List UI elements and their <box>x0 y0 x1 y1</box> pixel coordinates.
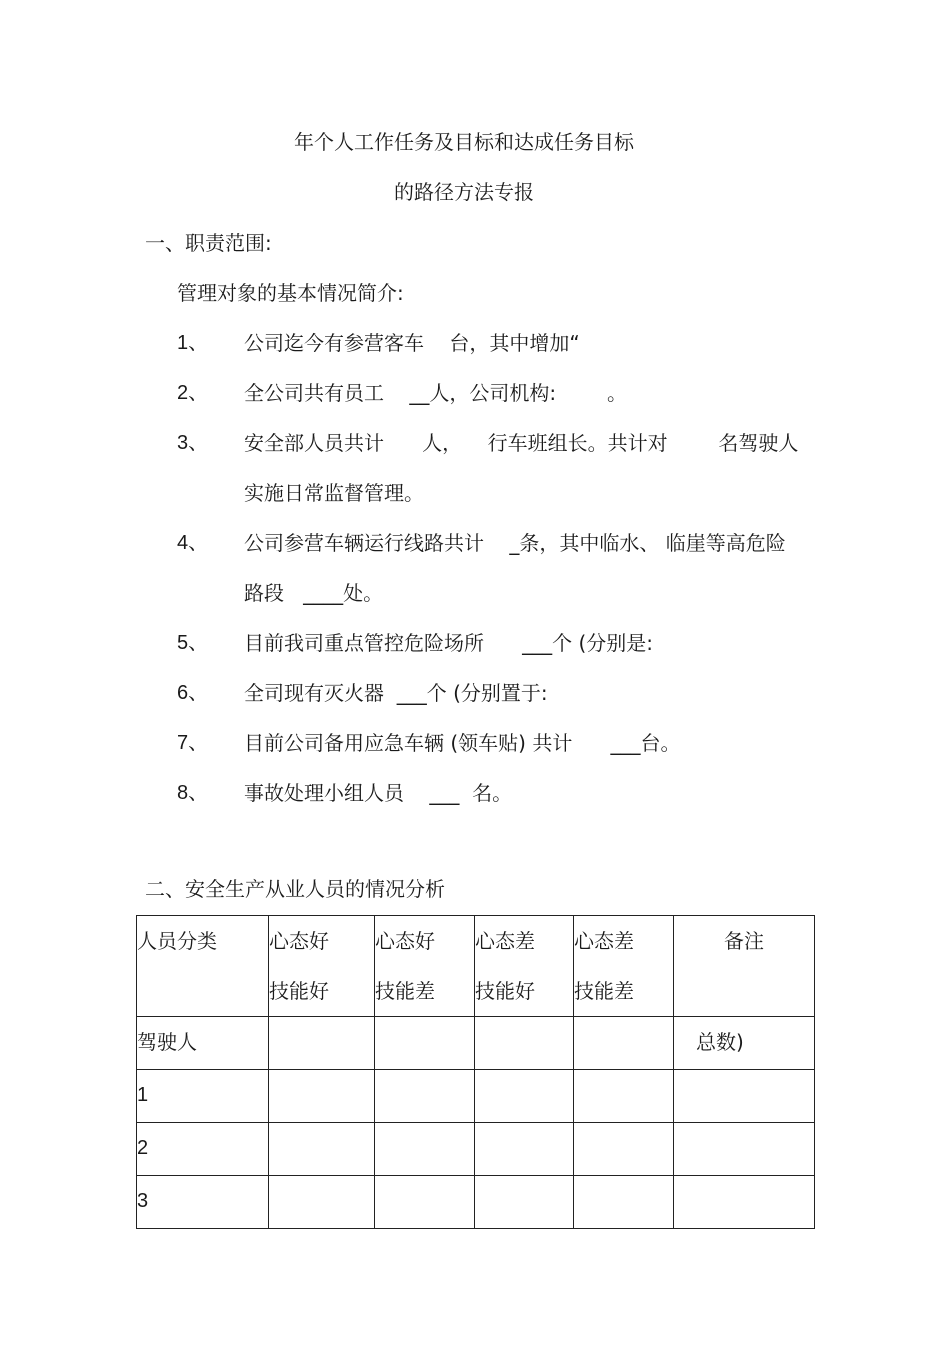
item-number: 2、 <box>177 382 209 404</box>
header-cell-remarks: 备注 <box>674 916 815 1017</box>
item-text: 安全部人员共计 人， 行车班组长。共计对 名驾驶人 <box>244 431 799 455</box>
table-cell <box>375 1123 475 1176</box>
item-text: 全公司共有员工 __人，公司机构: 。 <box>244 381 628 405</box>
table-row <box>137 1176 815 1229</box>
item-text: 目前我司重点管控危险场所 ___个 (分别是: <box>244 631 654 655</box>
row-number: 2 <box>137 1123 269 1176</box>
table-cell <box>269 1176 375 1229</box>
item-number: 6、 <box>177 682 209 704</box>
header-cell-poor-good: 心态差 技能好 <box>475 916 574 1017</box>
table-cell <box>475 1176 574 1229</box>
row-note-total: 总数) <box>674 1017 815 1070</box>
table-cell <box>269 1070 375 1123</box>
item-number: 1、 <box>177 332 209 354</box>
table-cell <box>269 1017 375 1070</box>
section-2-heading: 二、安全生产从业人员的情况分析 <box>145 877 445 901</box>
item-text: 公司参营车辆运行线路共计 _条，其中临水、 临崖等高危险 <box>244 531 786 555</box>
header-cell-poor-poor: 心态差 技能差 <box>574 916 674 1017</box>
header-cell-category: 人员分类 <box>137 916 269 1017</box>
header-cell-good-good: 心态好 技能好 <box>269 916 375 1017</box>
table-cell <box>574 1176 674 1229</box>
table-cell <box>574 1017 674 1070</box>
table-cell <box>269 1123 375 1176</box>
row-label-driver: 驾驶人 <box>137 1017 269 1070</box>
table-cell <box>674 1176 815 1229</box>
item-text: 全司现有灭火器 ___个 (分别置于: <box>244 681 548 705</box>
item-text: 公司迄今有参营客车 台，其中增加“ <box>244 331 580 355</box>
table-header-row <box>137 916 815 1017</box>
table-cell <box>674 1123 815 1176</box>
table-row-driver <box>137 1017 815 1070</box>
item-number: 7、 <box>177 732 209 754</box>
item-number: 4、 <box>177 532 209 554</box>
section-1-subheading: 管理对象的基本情况简介: <box>177 281 404 305</box>
item-text: 事故处理小组人员 ___ 名。 <box>244 781 513 805</box>
item-number: 8、 <box>177 782 209 804</box>
header-cell-good-poor: 心态好 技能差 <box>375 916 475 1017</box>
row-number: 1 <box>137 1070 269 1123</box>
item-text-continuation: 实施日常监督管理。 <box>244 481 424 505</box>
staff-analysis-table <box>136 915 815 1229</box>
item-text-continuation: 路段 ____处。 <box>244 581 384 605</box>
table-cell <box>375 1176 475 1229</box>
table-cell <box>475 1070 574 1123</box>
table-cell <box>475 1123 574 1176</box>
table-cell <box>475 1017 574 1070</box>
table-cell <box>574 1070 674 1123</box>
document-title-line-1: 年个人工作任务及目标和达成任务目标 <box>294 130 634 154</box>
item-text: 目前公司备用应急车辆 (领车贴) 共计 ___台。 <box>244 731 681 755</box>
table-cell <box>574 1123 674 1176</box>
item-number: 5、 <box>177 632 209 654</box>
table-cell <box>375 1070 475 1123</box>
table-cell <box>674 1070 815 1123</box>
section-1-heading: 一、职责范围: <box>145 231 272 255</box>
item-number: 3、 <box>177 432 209 454</box>
table-row <box>137 1123 815 1176</box>
row-number: 3 <box>137 1176 269 1229</box>
table-row <box>137 1070 815 1123</box>
document-title-line-2: 的路径方法专报 <box>394 180 534 204</box>
table-cell <box>375 1017 475 1070</box>
